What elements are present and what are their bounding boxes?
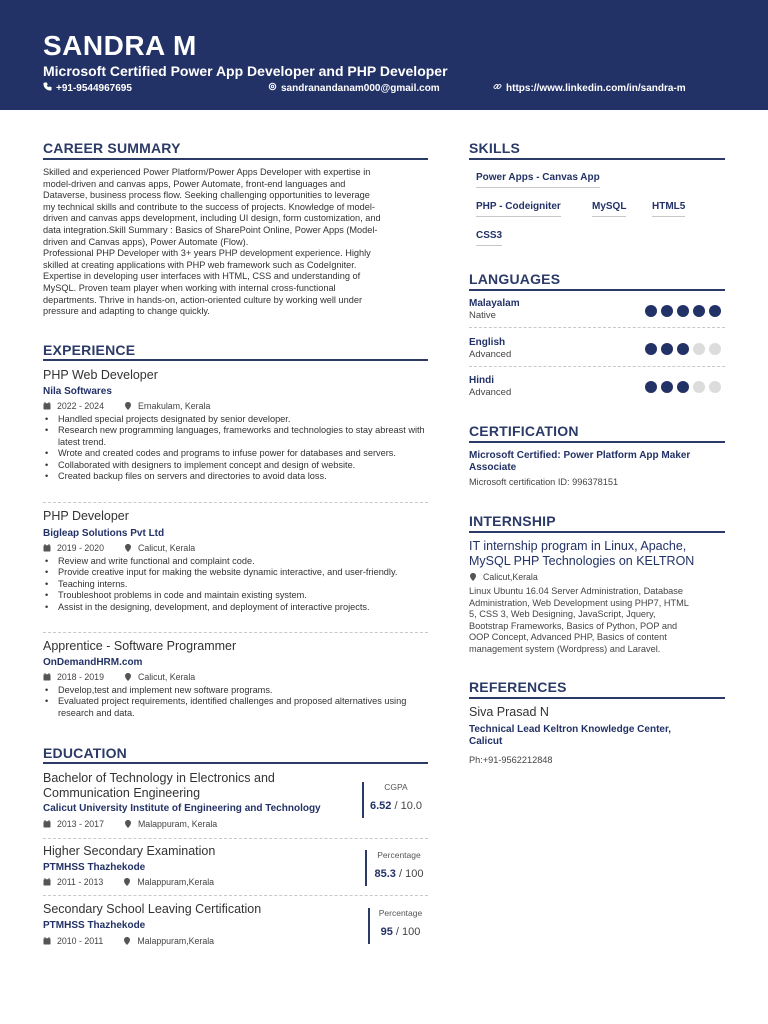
skill-chip: PHP - Codeigniter: [476, 201, 561, 217]
calendar-icon: [43, 937, 51, 945]
language-name: English: [469, 337, 506, 348]
job-divider: [43, 632, 428, 633]
list-item: • Collaborated with designers to implement concept and design of website.: [43, 460, 428, 471]
language-divider: [469, 366, 725, 367]
reference-position-line: Technical Lead Keltron Knowledge Center,: [469, 724, 672, 735]
job-location: Calicut, Kerala: [137, 672, 196, 682]
internship-line: Bootstrap Frameworks, Basics of Python, POP and: [469, 620, 678, 631]
internship-line: Linux Ubuntu 16.04 Server Administration, Database: [469, 586, 683, 596]
score-box: [365, 850, 431, 886]
education-dates: 2013 - 2017: [57, 819, 104, 829]
job-meta: [43, 543, 195, 553]
linkedin-contact[interactable]: [493, 82, 686, 94]
location-pin-icon: [124, 820, 132, 828]
score-label: CGPA: [384, 782, 408, 792]
rating-dot: [693, 381, 705, 393]
rating-dot: [645, 343, 657, 355]
summary-line: MySQL. Proven team player when working with internal cross-functional: [43, 282, 336, 293]
degree-line: Bachelor of Technology in Electronics and: [43, 771, 275, 785]
job-title: Apprentice - Software Programmer: [43, 639, 237, 653]
education-dates: 2011 - 2013: [57, 877, 104, 887]
candidate-name: SANDRA M: [43, 30, 197, 61]
list-item: • Research new programming languages, frameworks and technologies to stay abreast with latest trend.: [43, 425, 428, 448]
skill-chip: MySQL: [592, 201, 626, 217]
summary-line: model-driven and canvas apps, Power Automate, front-end languages and: [43, 178, 346, 189]
summary-line: Skilled and experienced Power Platform/Power Apps Developer with expertise in: [43, 167, 371, 177]
list-item: • Troubleshoot problems in code and maintain existing system.: [43, 590, 428, 601]
section-divider: [469, 441, 725, 443]
job-company: OnDemandHRM.com: [43, 657, 143, 668]
internship-description: [469, 586, 729, 655]
summary-line: driven and canvas apps development, including UI design, form customization, and: [43, 213, 381, 224]
score-box: [368, 908, 431, 944]
language-rating: [645, 305, 721, 317]
summary-line: pressure and adapting to change quickly.: [43, 306, 210, 317]
email-icon: [268, 82, 277, 94]
certification-name-line: Microsoft Certified: Power Platform App Maker: [469, 450, 691, 461]
language-rating: [645, 343, 721, 355]
section-divider: [43, 158, 428, 160]
references-heading: REFERENCES: [469, 679, 567, 695]
certification-name-line: Associate: [469, 462, 517, 473]
score-max: 100: [405, 868, 424, 880]
education-heading: EDUCATION: [43, 745, 127, 761]
location-pin-icon: [124, 673, 132, 681]
rating-dot: [661, 381, 673, 393]
internship-line: OOP Concept, Advanced PHP, Basics of content: [469, 632, 667, 642]
reference-position-line: Calicut: [469, 736, 503, 747]
summary-line: my technical skills and contribute to the success of projects. Knowledge of model-: [43, 201, 375, 212]
rating-dot: [645, 305, 657, 317]
internship-line: Administration, Web Development using PHP7, HTML: [469, 597, 689, 608]
location-pin-icon: [123, 878, 131, 886]
skill-chip: CSS3: [476, 230, 502, 246]
score: 85.3: [374, 868, 396, 880]
rating-dot: [709, 305, 721, 317]
language-rating: [645, 381, 721, 393]
calendar-icon: [43, 820, 51, 828]
job-dates: 2019 - 2020: [57, 543, 104, 553]
job-company: Nila Softwares: [43, 386, 112, 397]
candidate-role: Microsoft Certified Power App Developer and PHP Developer: [43, 63, 448, 79]
calendar-icon: [43, 402, 51, 410]
list-item: • Teaching interns.: [43, 579, 428, 590]
language-level: Native: [469, 310, 496, 321]
certification-name: [469, 450, 690, 474]
rating-dot: [709, 343, 721, 355]
section-divider: [469, 289, 725, 291]
summary-line: skilled at creating applications with PHP web framework such as CodeIgniter.: [43, 259, 357, 270]
list-item: • Develop,test and implement new software programs.: [43, 685, 435, 696]
job-location: Calicut, Kerala: [137, 543, 196, 553]
section-divider: [43, 359, 428, 361]
reference-name: Siva Prasad N: [469, 705, 549, 719]
degree-title: [43, 771, 275, 801]
list-item: • Review and write functional and complaint code.: [43, 556, 428, 567]
rating-dot: [677, 305, 689, 317]
internship-heading: INTERNSHIP: [469, 513, 556, 529]
education-dates: 2010 - 2011: [57, 936, 104, 946]
languages-heading: LANGUAGES: [469, 271, 561, 287]
job-dates: 2022 - 2024: [57, 401, 104, 411]
reference-position: [469, 724, 671, 748]
internship-line: management system (Wordpress) and Laravel.: [469, 643, 661, 654]
section-divider: [469, 697, 725, 699]
degree-title: Higher Secondary Examination: [43, 844, 216, 858]
job-divider: [43, 502, 428, 503]
school-name: PTMHSS Thazhekode: [43, 862, 146, 873]
internship-meta: [469, 572, 538, 582]
career-summary-text: [43, 167, 435, 318]
summary-line: driven and Canvas apps), Power Automate (Flow).: [43, 236, 249, 247]
experience-heading: EXPERIENCE: [43, 342, 136, 358]
link-icon: [493, 82, 502, 94]
education-location: Malappuram,Kerala: [137, 877, 215, 887]
rating-dot: [661, 305, 673, 317]
degree-title: Secondary School Leaving Certification: [43, 902, 262, 916]
phone-contact[interactable]: [43, 82, 132, 94]
education-divider: [43, 895, 428, 896]
rating-dot: [645, 381, 657, 393]
internship-program-line: IT internship program in Linux, Apache,: [469, 539, 687, 553]
list-item: • Provide creative input for making the website dynamic interactive, and user-friendly.: [43, 567, 428, 578]
internship-program: [469, 539, 694, 569]
internship-line: 5, CSS 3, Web Designing, JavaScript, Jquery,: [469, 609, 656, 619]
school-name: PTMHSS Thazhekode: [43, 920, 146, 931]
score: 95: [380, 926, 393, 938]
education-location: Malappuram, Kerala: [137, 819, 218, 829]
list-item: • Handled special projects designated by senior developer.: [43, 414, 428, 425]
education-meta: [43, 819, 217, 829]
job-responsibilities: [43, 685, 435, 719]
language-name: Malayalam: [469, 298, 520, 309]
list-item: • Assist in the designing, development, and deployment of interactive projects.: [43, 602, 428, 613]
certification-heading: CERTIFICATION: [469, 423, 579, 439]
skills-heading: SKILLS: [469, 140, 520, 156]
job-dates: 2018 - 2019: [57, 672, 104, 682]
score-value: 95 / 100: [380, 926, 421, 938]
rating-dot: [693, 305, 705, 317]
education-location: Malappuram,Kerala: [137, 936, 215, 946]
job-location: Ernakulam, Kerala: [137, 401, 211, 411]
school-name: Calicut University Institute of Engineering and Technology: [43, 803, 321, 814]
score-max: 100: [402, 926, 421, 938]
score-value: 85.3 / 100: [374, 868, 424, 880]
linkedin-url: https://www.linkedin.com/in/sandra-m: [506, 82, 686, 94]
calendar-icon: [43, 878, 51, 886]
job-meta: [43, 401, 210, 411]
education-divider: [43, 838, 428, 839]
location-pin-icon: [469, 573, 477, 581]
language-divider: [469, 327, 725, 328]
internship-program-line: MySQL PHP Technologies on KELTRON: [469, 554, 695, 568]
location-pin-icon: [124, 402, 132, 410]
section-divider: [469, 158, 725, 160]
summary-line: departments. Thrive in hands-on, action-oriented culture by working well under: [43, 294, 363, 305]
job-meta: [43, 672, 195, 682]
skill-chip: Power Apps - Canvas App: [476, 172, 600, 188]
list-item: • Evaluated project requirements, identified challenges and proposed alternatives using research and data.: [43, 696, 435, 719]
calendar-icon: [43, 544, 51, 552]
internship-location: Calicut,Kerala: [483, 572, 538, 582]
language-level: Advanced: [469, 349, 512, 360]
language-name: Hindi: [469, 375, 494, 386]
rating-dot: [693, 343, 705, 355]
score-value: 6.52 / 10.0: [369, 800, 422, 812]
summary-line: Expertise in developing user interfaces with HTML, CSS and understanding of: [43, 271, 361, 282]
resume-header: [0, 0, 768, 110]
job-company: Bigleap Solutions Pvt Ltd: [43, 528, 165, 539]
location-pin-icon: [123, 937, 131, 945]
score-label: Percentage: [378, 908, 423, 918]
rating-dot: [709, 381, 721, 393]
career-summary-heading: CAREER SUMMARY: [43, 140, 181, 156]
degree-line: Communication Engineering: [43, 786, 201, 800]
certification-id: Microsoft certification ID: 996378151: [469, 477, 619, 487]
language-level: Advanced: [469, 387, 512, 398]
summary-line: data integration.Skill Summary : Basics of SharePoint Online, Power Apps (Model-: [43, 224, 378, 235]
location-pin-icon: [124, 544, 132, 552]
score: 6.52: [369, 800, 392, 812]
job-title: PHP Developer: [43, 509, 129, 523]
calendar-icon: [43, 673, 51, 681]
score-box: [362, 782, 428, 818]
education-meta: [43, 877, 214, 887]
job-responsibilities: [43, 556, 428, 613]
skill-chip: HTML5: [652, 201, 685, 217]
rating-dot: [661, 343, 673, 355]
summary-line: Professional PHP Developer with 3+ years PHP development experience. Highly: [43, 248, 371, 259]
score-max: 10.0: [400, 800, 422, 812]
education-meta: [43, 936, 214, 946]
job-responsibilities: [43, 414, 428, 482]
job-title: PHP Web Developer: [43, 368, 158, 382]
email-address: sandranandanam000@gmail.com: [281, 82, 440, 94]
phone-number: +91-9544967695: [56, 82, 132, 94]
section-divider: [43, 762, 428, 764]
summary-line: Dataverse, business process flow. Seeking challenging opportunities to leverage: [43, 190, 370, 201]
rating-dot: [677, 343, 689, 355]
section-divider: [469, 531, 725, 533]
rating-dot: [677, 381, 689, 393]
phone-icon: [43, 82, 52, 94]
score-label: Percentage: [377, 850, 421, 860]
email-contact[interactable]: [268, 82, 440, 94]
reference-phone: Ph:+91-9562212848: [469, 755, 553, 765]
list-item: • Wrote and created codes and programs to infuse power for databases and servers.: [43, 448, 428, 459]
list-item: • Created backup files on servers and directories to avoid data loss.: [43, 471, 428, 482]
